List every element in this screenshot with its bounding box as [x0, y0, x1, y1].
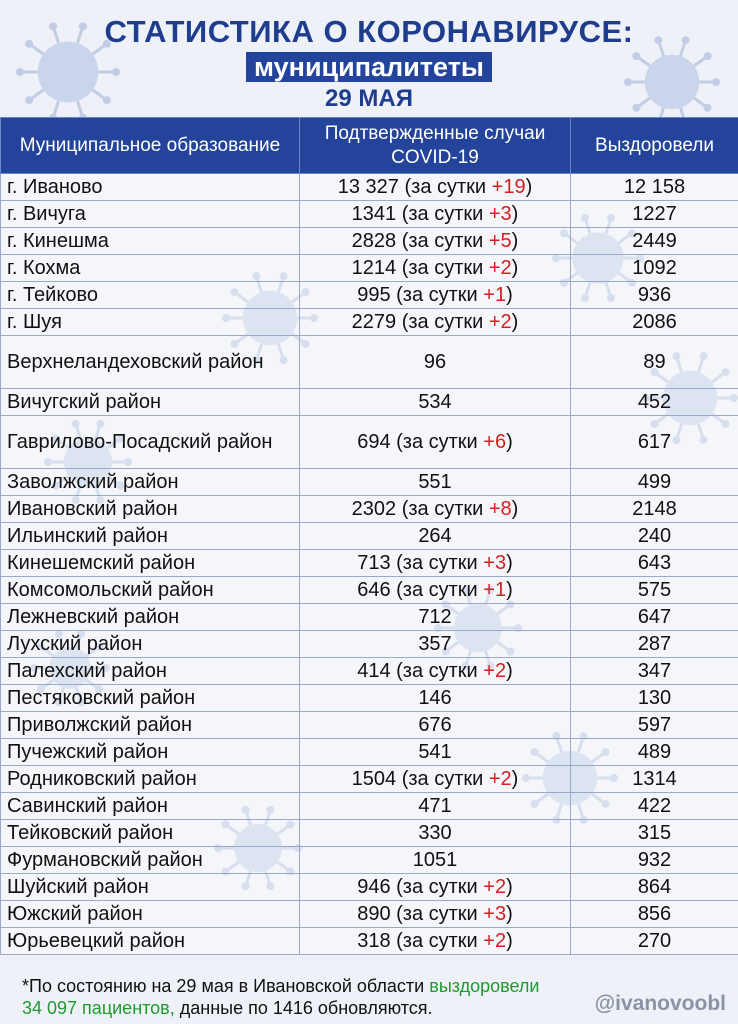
municipality-name: Савинский район — [1, 793, 300, 820]
municipality-name: Лежневский район — [1, 604, 300, 631]
recovered-cell: 347 — [571, 658, 738, 685]
recovered-cell: 856 — [571, 901, 738, 928]
recovered-cell: 89 — [571, 336, 738, 389]
cases-total: 1051 — [412, 849, 458, 871]
cases-total: 471 — [418, 795, 452, 817]
recovered-cell: 489 — [571, 739, 738, 766]
recovered-cell: 452 — [571, 389, 738, 416]
recovered-cell: 2449 — [571, 228, 738, 255]
recovered-cell: 643 — [571, 550, 738, 577]
daily-suffix: ) — [511, 203, 519, 225]
cases-cell — [300, 739, 571, 766]
cases-cell — [300, 309, 571, 336]
table-row — [1, 631, 738, 658]
cases-cell — [300, 577, 571, 604]
daily-prefix: (за сутки — [401, 768, 484, 790]
daily-increase: +1 — [483, 579, 507, 601]
daily-prefix: (за сутки — [404, 176, 487, 198]
municipality-name: г. Кохма — [1, 255, 300, 282]
daily-prefix: (за сутки — [401, 203, 484, 225]
cases-total: 318 — [357, 930, 391, 952]
cases-total: 541 — [418, 741, 452, 763]
municipality-name: Юрьевецкий район — [1, 928, 300, 955]
cases-cell — [300, 901, 571, 928]
recovered-cell: 617 — [571, 416, 738, 469]
cases-total: 264 — [418, 525, 452, 547]
municipality-name: Пестяковский район — [1, 685, 300, 712]
cases-total: 357 — [418, 633, 452, 655]
daily-suffix: ) — [506, 552, 513, 574]
footnote — [22, 975, 642, 1019]
recovered-cell: 1314 — [571, 766, 738, 793]
municipality-name: Ивановский район — [1, 496, 300, 523]
column-header-cases: Подтвержденные случаи COVID-19 — [300, 118, 571, 174]
cases-cell — [300, 496, 571, 523]
footnote-update-note: данные по 1416 обновляются. — [179, 998, 433, 1018]
municipality-name: Заволжский район — [1, 469, 300, 496]
table-row — [1, 469, 738, 496]
cases-total: 712 — [418, 606, 452, 628]
recovered-cell: 864 — [571, 874, 738, 901]
cases-cell — [300, 793, 571, 820]
recovered-cell: 315 — [571, 820, 738, 847]
daily-suffix: ) — [511, 768, 519, 790]
recovered-cell: 1092 — [571, 255, 738, 282]
cases-cell — [300, 631, 571, 658]
table-row — [1, 416, 738, 469]
cases-total: 694 — [357, 430, 391, 453]
municipality-name: Тейковский район — [1, 820, 300, 847]
recovered-cell: 597 — [571, 712, 738, 739]
daily-prefix: (за сутки — [396, 430, 478, 453]
municipality-name: Кинешемский район — [1, 550, 300, 577]
cases-cell — [300, 604, 571, 631]
cases-total: 1504 — [351, 768, 397, 790]
cases-total: 330 — [418, 822, 452, 844]
daily-prefix: (за сутки — [396, 903, 478, 925]
municipality-name: Родниковский район — [1, 766, 300, 793]
daily-prefix: (за сутки — [401, 230, 484, 252]
table-row — [1, 282, 738, 309]
daily-increase: +8 — [488, 498, 512, 520]
municipality-name: г. Иваново — [1, 174, 300, 201]
municipality-name: г. Шуя — [1, 309, 300, 336]
recovered-cell: 240 — [571, 523, 738, 550]
cases-total: 1214 — [351, 257, 397, 279]
recovered-cell: 422 — [571, 793, 738, 820]
cases-cell — [300, 847, 571, 874]
municipality-name: г. Кинешма — [1, 228, 300, 255]
recovered-cell: 1227 — [571, 201, 738, 228]
table-row — [1, 577, 738, 604]
daily-suffix: ) — [506, 430, 513, 453]
cases-total: 414 — [357, 660, 391, 682]
report-date: 29 МАЯ — [325, 85, 413, 112]
table-row — [1, 389, 738, 416]
cases-total: 13 327 — [337, 176, 399, 198]
table-row — [1, 496, 738, 523]
municipality-name: Вичугский район — [1, 389, 300, 416]
municipality-name: Фурмановский район — [1, 847, 300, 874]
footnote-recovered-count: 34 097 пациентов, — [22, 998, 175, 1018]
cases-total: 676 — [418, 714, 452, 736]
cases-total: 1341 — [351, 203, 397, 225]
footnote-recovered-word: выздоровели — [429, 976, 540, 996]
cases-cell — [300, 389, 571, 416]
table-row — [1, 174, 738, 201]
column-header-municipality: Муниципальное образование — [1, 118, 300, 174]
cases-cell — [300, 228, 571, 255]
recovered-cell: 287 — [571, 631, 738, 658]
cases-cell — [300, 255, 571, 282]
table-row — [1, 712, 738, 739]
municipality-name: г. Вичуга — [1, 201, 300, 228]
daily-prefix: (за сутки — [396, 930, 478, 952]
table-row — [1, 255, 738, 282]
table-row — [1, 766, 738, 793]
cases-total: 96 — [423, 350, 447, 373]
municipality-name: Верхнеландеховский район — [1, 336, 300, 389]
municipality-name: Палехский район — [1, 658, 300, 685]
cases-cell — [300, 201, 571, 228]
daily-prefix: (за сутки — [401, 311, 484, 333]
cases-cell — [300, 174, 571, 201]
recovered-cell: 499 — [571, 469, 738, 496]
column-header-recovered: Выздоровели — [571, 118, 738, 174]
daily-increase: +5 — [488, 230, 512, 252]
daily-increase: +6 — [483, 430, 507, 453]
table-row — [1, 901, 738, 928]
daily-increase: +2 — [483, 930, 507, 952]
cases-total: 2828 — [351, 230, 397, 252]
municipality-name: Приволжский район — [1, 712, 300, 739]
cases-cell — [300, 658, 571, 685]
cases-total: 890 — [357, 903, 391, 925]
table-row — [1, 309, 738, 336]
cases-cell — [300, 712, 571, 739]
cases-total: 146 — [418, 687, 452, 709]
daily-increase: +2 — [483, 876, 507, 898]
cases-total: 534 — [418, 391, 452, 413]
cases-total: 551 — [418, 471, 452, 493]
cases-cell — [300, 820, 571, 847]
daily-suffix: ) — [511, 257, 519, 279]
municipality-name: Комсомольский район — [1, 577, 300, 604]
recovered-cell: 575 — [571, 577, 738, 604]
daily-suffix: ) — [506, 930, 513, 952]
table-header-row — [1, 118, 738, 174]
table-row — [1, 523, 738, 550]
cases-total: 713 — [357, 552, 391, 574]
daily-increase: +2 — [488, 257, 512, 279]
municipal-stats-table — [0, 117, 738, 955]
daily-suffix: ) — [511, 498, 519, 520]
municipality-name: Лухский район — [1, 631, 300, 658]
daily-suffix: ) — [511, 230, 519, 252]
daily-prefix: (за сутки — [396, 284, 478, 306]
table-row — [1, 336, 738, 389]
daily-suffix: ) — [506, 284, 513, 306]
table-row — [1, 820, 738, 847]
cases-cell — [300, 685, 571, 712]
daily-suffix: ) — [506, 660, 513, 682]
municipality-name: Шуйский район — [1, 874, 300, 901]
daily-increase: +19 — [491, 176, 526, 198]
recovered-cell: 936 — [571, 282, 738, 309]
recovered-cell: 270 — [571, 928, 738, 955]
table-row — [1, 604, 738, 631]
table-row — [1, 847, 738, 874]
daily-prefix: (за сутки — [401, 498, 484, 520]
cases-total: 646 — [357, 579, 391, 601]
table-row — [1, 874, 738, 901]
header — [0, 0, 738, 118]
table-row — [1, 685, 738, 712]
daily-increase: +3 — [488, 203, 512, 225]
cases-cell — [300, 874, 571, 901]
recovered-cell: 647 — [571, 604, 738, 631]
cases-cell — [300, 928, 571, 955]
table-row — [1, 658, 738, 685]
table-row — [1, 793, 738, 820]
cases-total: 2279 — [351, 311, 397, 333]
page-title: СТАТИСТИКА О КОРОНАВИРУСЕ: — [104, 14, 634, 49]
daily-increase: +1 — [483, 284, 507, 306]
daily-suffix: ) — [506, 579, 513, 601]
daily-suffix: ) — [511, 311, 519, 333]
table-row — [1, 228, 738, 255]
cases-cell — [300, 416, 571, 469]
table-row — [1, 739, 738, 766]
cases-cell — [300, 469, 571, 496]
recovered-cell: 12 158 — [571, 174, 738, 201]
table-row — [1, 201, 738, 228]
recovered-cell: 932 — [571, 847, 738, 874]
daily-increase: +2 — [488, 311, 512, 333]
recovered-cell: 2148 — [571, 496, 738, 523]
municipality-name: Пучежский район — [1, 739, 300, 766]
daily-prefix: (за сутки — [401, 257, 484, 279]
recovered-cell: 130 — [571, 685, 738, 712]
cases-total: 2302 — [351, 498, 397, 520]
footnote-text: *По состоянию на 29 мая в Ивановской области — [22, 976, 425, 996]
table-row — [1, 928, 738, 955]
daily-prefix: (за сутки — [396, 579, 478, 601]
daily-suffix: ) — [506, 903, 513, 925]
municipality-name: Ильинский район — [1, 523, 300, 550]
social-handle: @ivanovoobl — [594, 992, 726, 1015]
daily-increase: +2 — [483, 660, 507, 682]
recovered-cell: 2086 — [571, 309, 738, 336]
table-row — [1, 550, 738, 577]
municipality-name: Южский район — [1, 901, 300, 928]
daily-suffix: ) — [525, 176, 533, 198]
daily-prefix: (за сутки — [396, 660, 478, 682]
daily-prefix: (за сутки — [396, 876, 478, 898]
cases-cell — [300, 282, 571, 309]
municipality-name: г. Тейково — [1, 282, 300, 309]
page-subtitle: муниципалитеты — [246, 52, 492, 82]
municipality-name: Гаврилово-Посадский район — [1, 416, 300, 469]
cases-total: 946 — [357, 876, 391, 898]
daily-suffix: ) — [506, 876, 513, 898]
daily-increase: +2 — [488, 768, 512, 790]
cases-cell — [300, 336, 571, 389]
cases-cell — [300, 523, 571, 550]
cases-cell — [300, 766, 571, 793]
daily-increase: +3 — [483, 552, 507, 574]
daily-prefix: (за сутки — [396, 552, 478, 574]
cases-total: 995 — [357, 284, 391, 306]
cases-cell — [300, 550, 571, 577]
daily-increase: +3 — [483, 903, 507, 925]
